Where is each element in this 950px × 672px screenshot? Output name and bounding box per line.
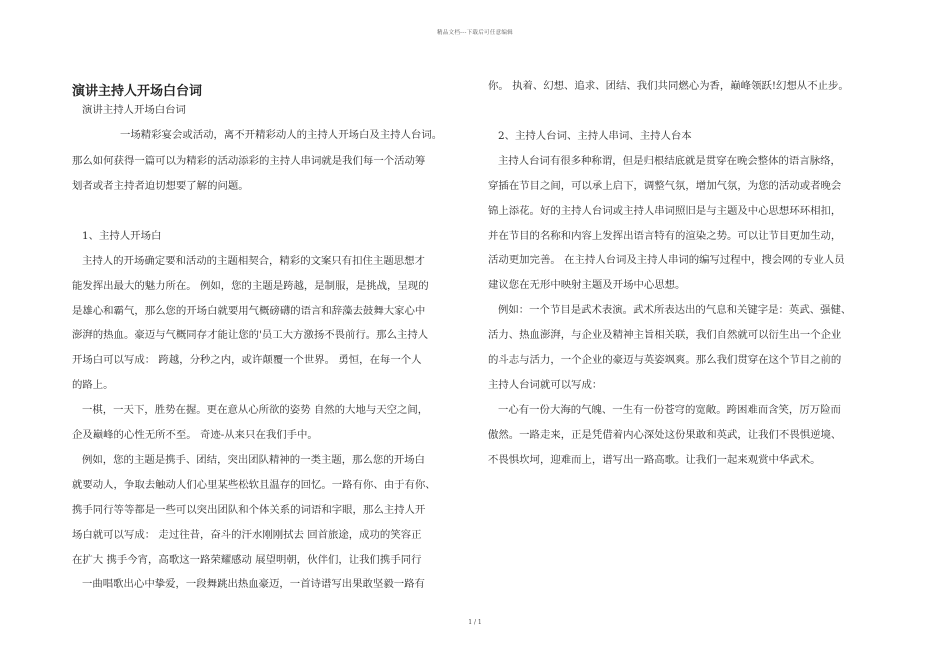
right-line: 并在节目的名称和内容上发挥出语言特有的渲染之势。可以让节目更加生动，	[488, 230, 842, 242]
page-header: 精品文档---下载后可任意编辑	[436, 30, 514, 36]
left-line: 场白就可以写成： 走过往昔，奋斗的汗水刚刚拭去 回首旅途，成功的笑容正	[72, 529, 422, 541]
left-line: 能发挥出最大的魅力所在。 例如，您的主题是跨越，是制服，是挑战，呈现的	[72, 280, 429, 292]
right-line: 的斗志与活力，一个企业的豪迈与英姿飒爽。那么我们贯穿在这个节目之前的	[488, 354, 842, 366]
left-line: 一棋，一天下，胜势在握。更在意从心所欲的姿势 自然的大地与天空之间，	[82, 404, 429, 416]
left-line: 的路上。	[72, 379, 114, 391]
right-line: 主持人台词有很多种称谓，但是归根结底就是贯穿在晚会整体的语言脉络，	[498, 155, 841, 167]
left-line: 演讲主持人开场白台词	[82, 104, 186, 116]
right-line: 活动更加完善。 在主持人台词及主持人串词的编写过程中，搜会网的专业人员	[488, 254, 845, 266]
right-line: 活力、热血澎湃，与企业及精神主旨相关联，我们自然就可以衍生出一个企业	[488, 329, 842, 341]
left-line: 主持人的开场确定要和活动的主题相契合，精彩的文案只有扣住主题思想才	[82, 255, 425, 267]
right-line: 锦上添花。好的主持人台词或主持人串词照旧是与主题及中心思想环环相扣，	[488, 205, 842, 217]
left-line: 1、主持人开场白	[82, 230, 162, 242]
left-line: 开场白可以写成： 跨越，分秒之内，或许颠覆一个世界。 勇恒，在每一个人	[72, 354, 422, 366]
left-line: 在扩大 携手今宵，高歌这一路荣耀感动 展望明朝，伙伴们，让我们携手同行	[72, 554, 422, 566]
right-line: 例如：一个节目是武术表演。武术所表达出的气息和关键字是：英武、强健、	[498, 304, 852, 316]
right-line: 一心有一份大海的气魄、一生有一份苍穹的宽敞。跨困难而含笑，厉万险而	[498, 404, 841, 416]
left-line: 携手同行等等都是一些可以突出团队和个体关系的词语和字眼，那么主持人开	[72, 504, 426, 516]
page-footer: 1 / 1	[468, 619, 482, 626]
left-line: 企及巅峰的心性无所不至。 奇迹-从来只在我们手中。	[72, 429, 318, 441]
left-line: 划者或者主持者迫切想要了解的问题。	[72, 180, 249, 192]
left-line: 一曲唱歌出心中挚爱，一段舞跳出热血豪迈，一首诗谱写出果敢坚毅一路有	[82, 578, 425, 590]
right-line: 你。 执着、幻想、追求、团结、我们共同燃心为香，巅峰领跃!幻想从不止步。	[488, 80, 849, 92]
right-line: 傲然。一路走来，正是凭借着内心深处这份果敢和英武，让我们不畏惧逆境、	[488, 429, 842, 441]
right-line: 穿插在节目之间，可以承上启下，调整气氛，增加气氛，为您的活动或者晚会	[488, 180, 842, 192]
right-line: 主持人台词就可以写成：	[488, 379, 603, 391]
left-line: 是雄心和霸气，那么您的开场白就要用气概磅礴的语言和辞藻去鼓舞大家心中	[72, 305, 426, 317]
right-line: 不畏惧坎坷，迎难而上，谱写出一路高歌。让我们一起来观赏中华武术。	[488, 454, 821, 466]
document-title: 演讲主持人开场白台词	[72, 84, 203, 99]
left-line: 一场精彩宴会或活动，离不开精彩动人的主持人开场白及主持人台词。	[120, 129, 443, 141]
right-line: 建议您在无形中映射主题及开场中心思想。	[488, 279, 686, 291]
right-line: 2、主持人台词、主持人串词、主持人台本	[498, 130, 692, 142]
left-line: 就要动人，争取去触动人们心里某些松软且温存的回忆。一路有你、由于有你、	[72, 479, 436, 491]
left-line: 那么如何获得一篇可以为精彩的活动添彩的主持人串词就是我们每一个活动筹	[72, 155, 426, 167]
left-line: 例如，您的主题是携手、团结，突出团队精神的一类主题，那么您的开场白	[82, 454, 425, 466]
left-line: 澎湃的热血。豪迈与气概同存才能让您的'员工大方激扬不畏前行。那么主持人	[72, 329, 429, 341]
